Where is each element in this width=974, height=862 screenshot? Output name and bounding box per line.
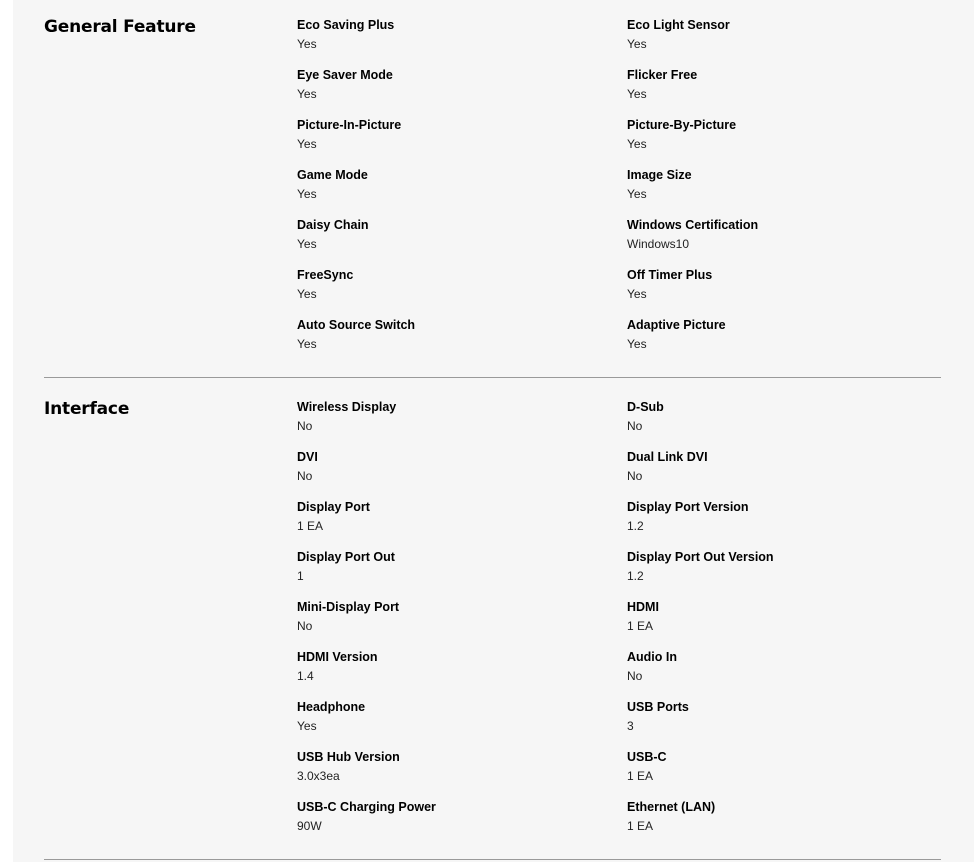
section-interface <box>44 399 941 849</box>
spec-item <box>297 549 627 599</box>
spec-item <box>627 699 941 749</box>
spec-value: Yes <box>627 37 647 51</box>
spec-label: Flicker Free <box>627 68 698 82</box>
spec-label: Picture-In-Picture <box>297 118 402 132</box>
spec-value: Yes <box>627 87 647 101</box>
spec-value: 1.4 <box>297 669 314 683</box>
spec-label: D-Sub <box>627 400 664 414</box>
specs-page <box>13 0 974 862</box>
spec-label: Dual Link DVI <box>627 450 708 464</box>
spec-item <box>627 217 941 267</box>
spec-item <box>297 117 627 167</box>
spec-label: Daisy Chain <box>297 218 369 232</box>
spec-value: 1 EA <box>627 619 654 633</box>
spec-item <box>297 599 627 649</box>
spec-item <box>627 799 941 849</box>
spec-value: No <box>627 669 643 683</box>
spec-label: Display Port Out <box>297 550 395 564</box>
spec-label: HDMI <box>627 600 659 614</box>
spec-item <box>627 549 941 599</box>
section-title: General Feature <box>44 17 196 37</box>
spec-item <box>627 267 941 317</box>
spec-item <box>627 649 941 699</box>
spec-item <box>297 217 627 267</box>
spec-value: Yes <box>297 287 317 301</box>
spec-label: Windows Certification <box>627 218 759 232</box>
section-divider <box>44 377 941 378</box>
spec-label: Picture-By-Picture <box>627 118 737 132</box>
spec-value: Yes <box>297 337 317 351</box>
spec-label: Eye Saver Mode <box>297 68 393 82</box>
spec-value: No <box>627 419 643 433</box>
spec-label: Audio In <box>627 650 677 664</box>
spec-item <box>297 267 627 317</box>
spec-label: Display Port <box>297 500 370 514</box>
spec-label: Image Size <box>627 168 692 182</box>
spec-item <box>627 599 941 649</box>
spec-value: 1 <box>297 569 304 583</box>
spec-label: Game Mode <box>297 168 368 182</box>
spec-label: HDMI Version <box>297 650 378 664</box>
spec-label: USB-C <box>627 750 667 764</box>
spec-value: 3.0x3ea <box>297 769 340 783</box>
spec-label: Ethernet (LAN) <box>627 800 716 814</box>
section-title: Interface <box>44 399 130 419</box>
spec-label: Display Port Version <box>627 500 749 514</box>
spec-value: Yes <box>297 187 317 201</box>
spec-item <box>297 67 627 117</box>
spec-value: 1 EA <box>297 519 324 533</box>
spec-item <box>297 317 627 367</box>
spec-value: 3 <box>627 719 634 733</box>
spec-label: Adaptive Picture <box>627 318 726 332</box>
spec-item <box>627 117 941 167</box>
spec-label: Headphone <box>297 700 366 714</box>
spec-value: 1 EA <box>627 819 654 833</box>
spec-value: 1 EA <box>627 769 654 783</box>
spec-value: Yes <box>627 187 647 201</box>
spec-label: Eco Light Sensor <box>627 18 730 32</box>
spec-value: Yes <box>297 719 317 733</box>
spec-grid <box>297 17 941 367</box>
spec-item <box>627 499 941 549</box>
spec-value: No <box>297 419 313 433</box>
spec-value: Yes <box>297 137 317 151</box>
spec-value: Yes <box>627 337 647 351</box>
spec-value: Yes <box>627 137 647 151</box>
spec-value: 1.2 <box>627 519 644 533</box>
spec-item <box>297 17 627 67</box>
spec-value: No <box>627 469 643 483</box>
spec-item <box>627 17 941 67</box>
spec-value: 90W <box>297 819 322 833</box>
spec-item <box>627 167 941 217</box>
spec-item <box>297 449 627 499</box>
spec-item <box>297 399 627 449</box>
spec-label: Wireless Display <box>297 400 397 414</box>
spec-label: USB Ports <box>627 700 689 714</box>
section-general-feature <box>44 17 941 357</box>
spec-item <box>627 399 941 449</box>
spec-label: USB Hub Version <box>297 750 400 764</box>
spec-item <box>297 499 627 549</box>
spec-value: Windows10 <box>627 237 690 251</box>
spec-grid <box>297 399 941 849</box>
spec-label: USB-C Charging Power <box>297 800 436 814</box>
spec-value: No <box>297 619 313 633</box>
spec-value: 1.2 <box>627 569 644 583</box>
spec-label: FreeSync <box>297 268 354 282</box>
spec-item <box>297 699 627 749</box>
spec-item <box>297 649 627 699</box>
spec-label: Off Timer Plus <box>627 268 713 282</box>
spec-label: DVI <box>297 450 318 464</box>
spec-item <box>627 749 941 799</box>
spec-value: No <box>297 469 313 483</box>
spec-item <box>297 749 627 799</box>
spec-item <box>297 799 627 849</box>
spec-item <box>297 167 627 217</box>
spec-label: Display Port Out Version <box>627 550 774 564</box>
spec-item <box>627 67 941 117</box>
spec-label: Auto Source Switch <box>297 318 416 332</box>
spec-value: Yes <box>297 37 317 51</box>
spec-label: Mini-Display Port <box>297 600 400 614</box>
spec-value: Yes <box>297 237 317 251</box>
section-divider <box>44 859 941 860</box>
spec-item <box>627 449 941 499</box>
spec-value: Yes <box>627 287 647 301</box>
spec-item <box>627 317 941 367</box>
spec-label: Eco Saving Plus <box>297 18 395 32</box>
spec-value: Yes <box>297 87 317 101</box>
